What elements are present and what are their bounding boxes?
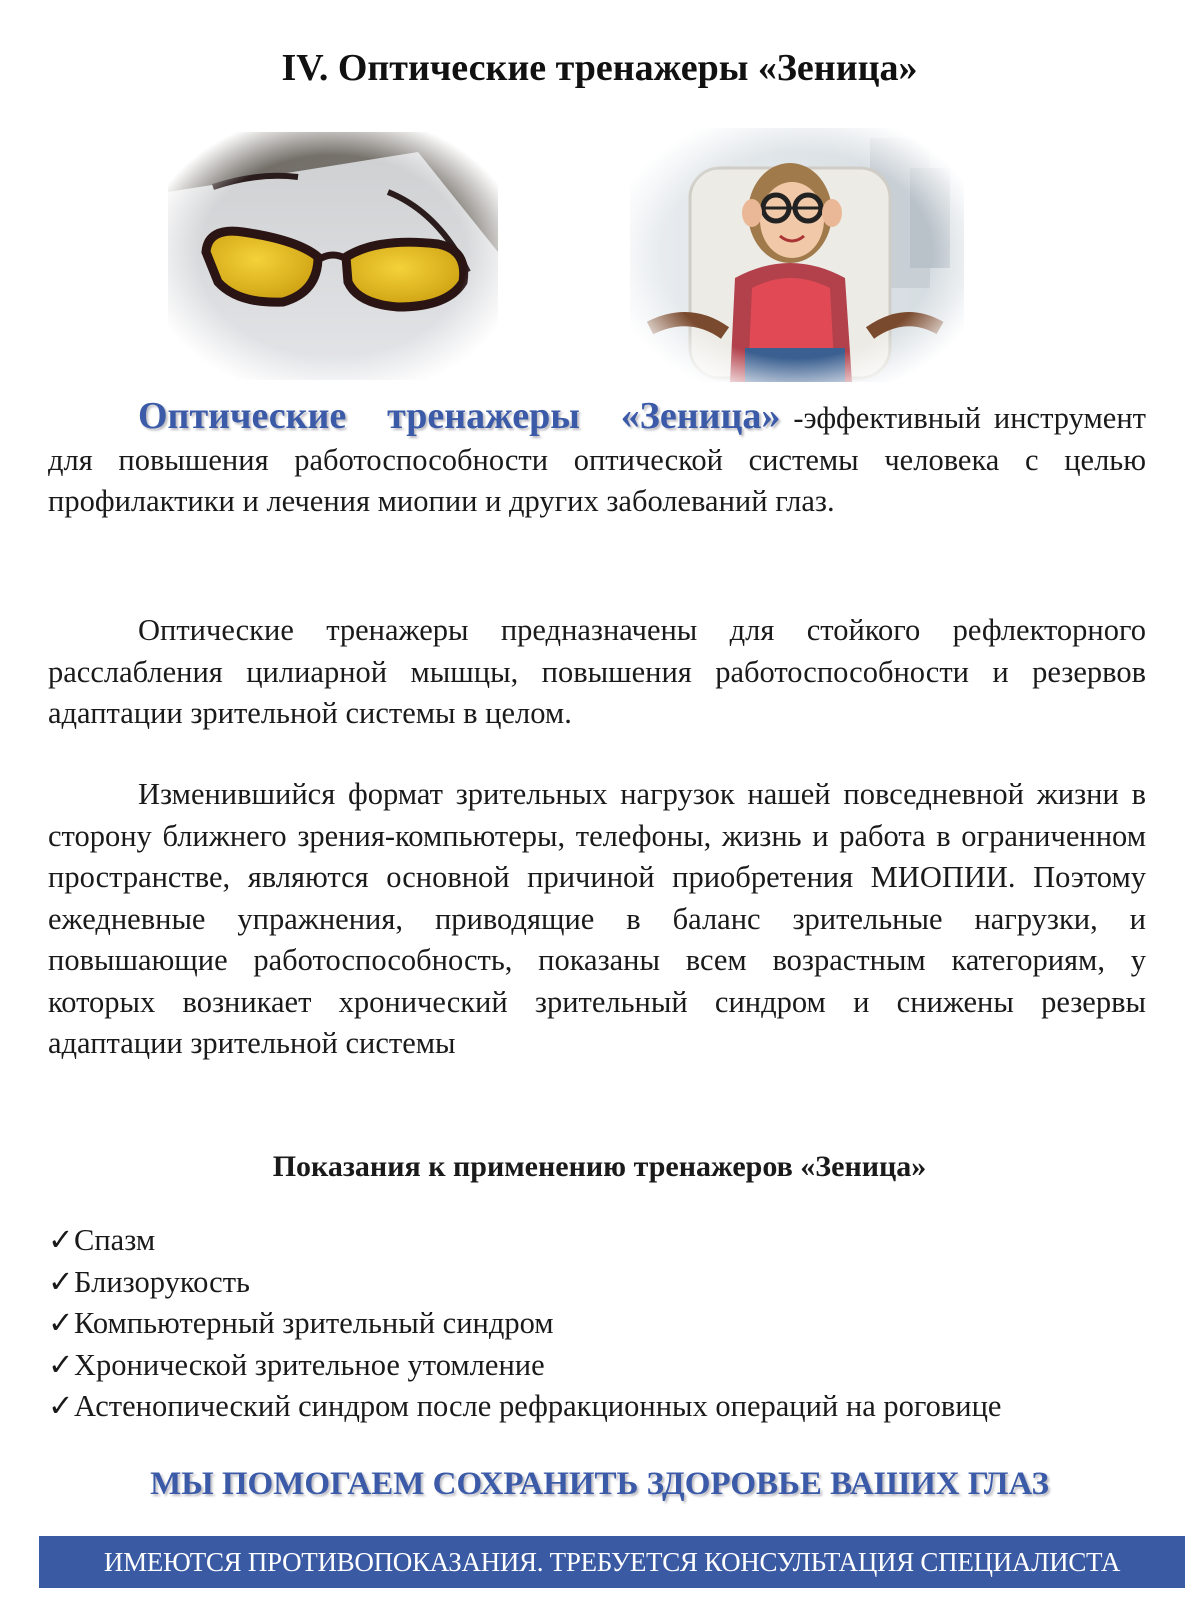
list-item: ✓Хронической зрительное утомление: [48, 1345, 1001, 1387]
intro-paragraph: [48, 396, 1146, 523]
disclaimer-banner: ИМЕЮТСЯ ПРОТИВОПОКАЗАНИЯ. ТРЕБУЕТСЯ КОНСУЛЬТАЦИЯ СПЕЦИАЛИСТА: [39, 1536, 1185, 1588]
intro-lead: Оптические тренажеры «Зеница»: [138, 395, 781, 437]
child-photo: [630, 128, 964, 382]
indications-heading: Показания к применению тренажеров «Зеница»: [272, 1150, 927, 1183]
list-item: ✓Астенопический синдром после рефракционных операций на роговице: [48, 1386, 1001, 1428]
list-item: ✓Близорукость: [48, 1262, 1001, 1304]
check-icon: ✓: [48, 1264, 74, 1299]
indications-list: [48, 1220, 1001, 1428]
list-item: ✓Спазм: [48, 1220, 1001, 1262]
check-icon: ✓: [48, 1347, 74, 1382]
check-icon: ✓: [48, 1306, 74, 1340]
paragraph-reasons: [48, 774, 1146, 1065]
paragraph-reasons-text: Изменившийся формат зрительных нагрузок нашей повседневной жизни в сторону ближнего зрения-компьютеры, телефоны, жизнь и работа в ограниченном пространстве, являются основной причиной приобретения МИОПИИ. Поэтому ежедневные упражнения, приводящие в баланс зрительные нагрузки, и повышающие работоспособность, показаны всем возрастным категориям, у которых возникает хронический зрительный синдром и снижены резервы адаптации зрительной системы: [48, 777, 1146, 1060]
check-icon: ✓: [48, 1389, 74, 1423]
intro-text: -эффективный инструмент для повышения работоспособности оптической системы человека с целью профилактики и лечения миопии и других заболеваний глаз.: [48, 401, 1146, 518]
check-icon: ✓: [48, 1223, 74, 1257]
slogan: МЫ ПОМОГАЕМ СОХРАНИТЬ ЗДОРОВЬЕ ВАШИХ ГЛАЗ: [150, 1466, 1049, 1502]
page-title: IV. Оптические тренажеры «Зеница»: [281, 47, 918, 89]
paragraph-purpose-text: Оптические тренажеры предназначены для стойкого рефлекторного расслабления цилиарной мышцы, повышения работоспособности и резервов адаптации зрительной системы в целом.: [48, 613, 1146, 730]
list-item: ✓Компьютерный зрительный синдром: [48, 1303, 1001, 1345]
glasses-photo: [168, 132, 498, 380]
paragraph-purpose: [48, 610, 1146, 735]
